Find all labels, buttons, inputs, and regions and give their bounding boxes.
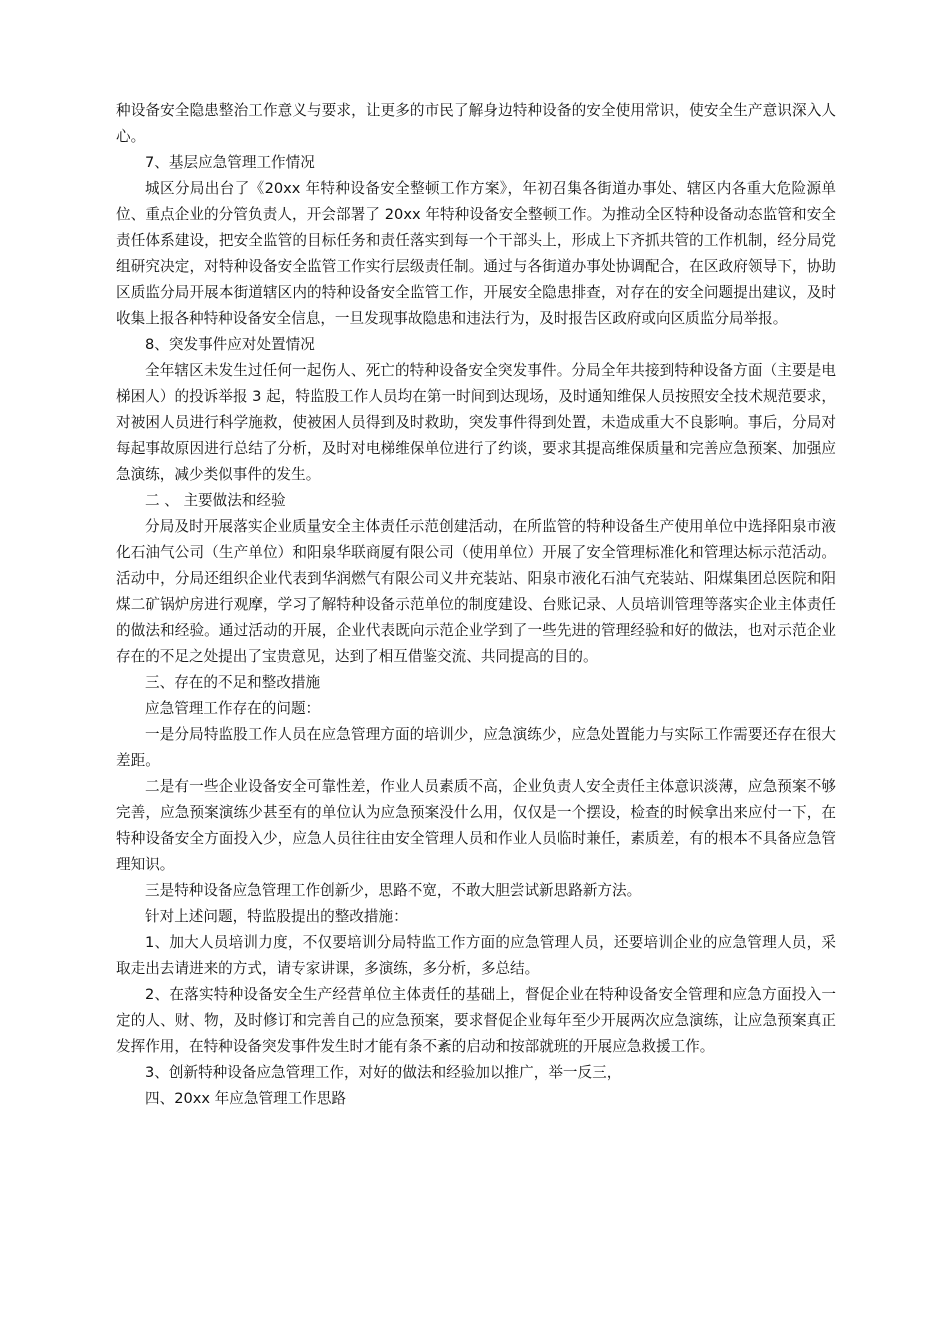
- section-heading-8: 8、突发事件应对处置情况: [145, 336, 315, 353]
- paragraph-incident-response: 全年辖区未发生过任何一起伤人、死亡的特种设备安全突发事件。分局全年共接到特种设备方面（主要是电梯困人）的投诉举报 3 起，特监股工作人员均在第一时间到达现场，及时通知维保人员按照安全技术规范要求，对被困人员进行科学施救，使被困人员得到及时救助，突发事件得到处置，未造成重大不良影响。事后，分局对每起事故原因进行总结了分析，及时对电梯维保单位进行了约谈，要求其提高维保质量和完善应急预案、加强应急演练，减少类似事件的发生。: [116, 362, 836, 483]
- paragraph-practices: 分局及时开展落实企业质量安全主体责任示范创建活动，在所监管的特种设备生产使用单位中选择阳泉市液化石油气公司（生产单位）和阳泉华联商厦有限公司（使用单位）开展了安全管理标准化和管理达标示范活动。活动中，分局还组织企业代表到华润燃气有限公司义井充装站、阳泉市液化石油气充装站、阳煤集团总医院和阳煤二矿锅炉房进行观摩，学习了解特种设备示范单位的制度建设、台账记录、人员培训管理等落实企业主体责任的做法和经验。通过活动的开展，企业代表既向示范企业学到了一些先进的管理经验和好的做法，也对示范企业存在的不足之处提出了宝贵意见，达到了相互借鉴交流、共同提高的目的。: [116, 518, 836, 665]
- paragraph-problems-intro: 应急管理工作存在的问题：: [145, 700, 321, 717]
- paragraph-district-bureau: 城区分局出台了《20xx 年特种设备安全整顿工作方案》，年初召集各街道办事处、辖区内各重大危险源单位、重点企业的分管负责人，开会部署了 20xx 年特种设备安全整顿工作。为推动全区特种设备动态监管和安全责任体系建设，把安全监管的目标任务和责任落实到每一个干部头上，形成上下齐抓共管的工作机制，经分局党组研究决定，对特种设备安全监管工作实行层级责任制。通过与各街道办事处协调配合，在区政府领导下，协助区质监分局开展本街道辖区内的特种设备安全监管工作，开展安全隐患排查，对存在的安全问题提出建议，及时收集上报各种特种设备安全信息，一旦发现事故隐患和违法行为，及时报告区政府或向区质监分局举报。: [116, 180, 836, 327]
- paragraph-problem-3: 三是特种设备应急管理工作创新少，思路不宽，不敢大胆尝试新思路新方法。: [145, 882, 642, 899]
- paragraph-measure-2: 2、在落实特种设备安全生产经营单位主体责任的基础上，督促企业在特种设备安全管理和应急方面投入一定的人、财、物，及时修订和完善自己的应急预案，要求督促企业每年至少开展两次应急演练，让应急预案真正发挥作用，在特种设备突发事件发生时才能有条不紊的启动和按部就班的开展应急救援工作。: [116, 986, 836, 1055]
- paragraph-measures-intro: 针对上述问题，特监股提出的整改措施：: [145, 908, 408, 925]
- document-body: [116, 98, 836, 1112]
- paragraph-problem-1: 一是分局特监股工作人员在应急管理方面的培训少，应急演练少，应急处置能力与实际工作需要还存在很大差距。: [116, 726, 836, 769]
- paragraph-measure-3: 3、创新特种设备应急管理工作，对好的做法和经验加以推广，举一反三，: [145, 1064, 622, 1081]
- paragraph-continued: 种设备安全隐患整治工作意义与要求，让更多的市民了解身边特种设备的安全使用常识，使安全生产意识深入人心。: [116, 102, 836, 145]
- section-heading-4: 四、20xx 年应急管理工作思路: [145, 1090, 347, 1107]
- section-heading-7: 7、基层应急管理工作情况: [145, 154, 315, 171]
- paragraph-measure-1: 1、加大人员培训力度，不仅要培训分局特监工作方面的应急管理人员，还要培训企业的应急管理人员，采取走出去请进来的方式，请专家讲课，多演练，多分析，多总结。: [116, 934, 836, 977]
- section-heading-2: 二 、 主要做法和经验: [145, 492, 286, 509]
- paragraph-problem-2: 二是有一些企业设备安全可靠性差，作业人员素质不高，企业负责人安全责任主体意识淡薄，应急预案不够完善，应急预案演练少甚至有的单位认为应急预案没什么用，仅仅是一个摆设，检查的时候拿出来应付一下，在特种设备安全方面投入少，应急人员往往由安全管理人员和作业人员临时兼任，素质差，有的根本不具备应急管理知识。: [116, 778, 836, 873]
- section-heading-3: 三、存在的不足和整改措施: [145, 674, 321, 691]
